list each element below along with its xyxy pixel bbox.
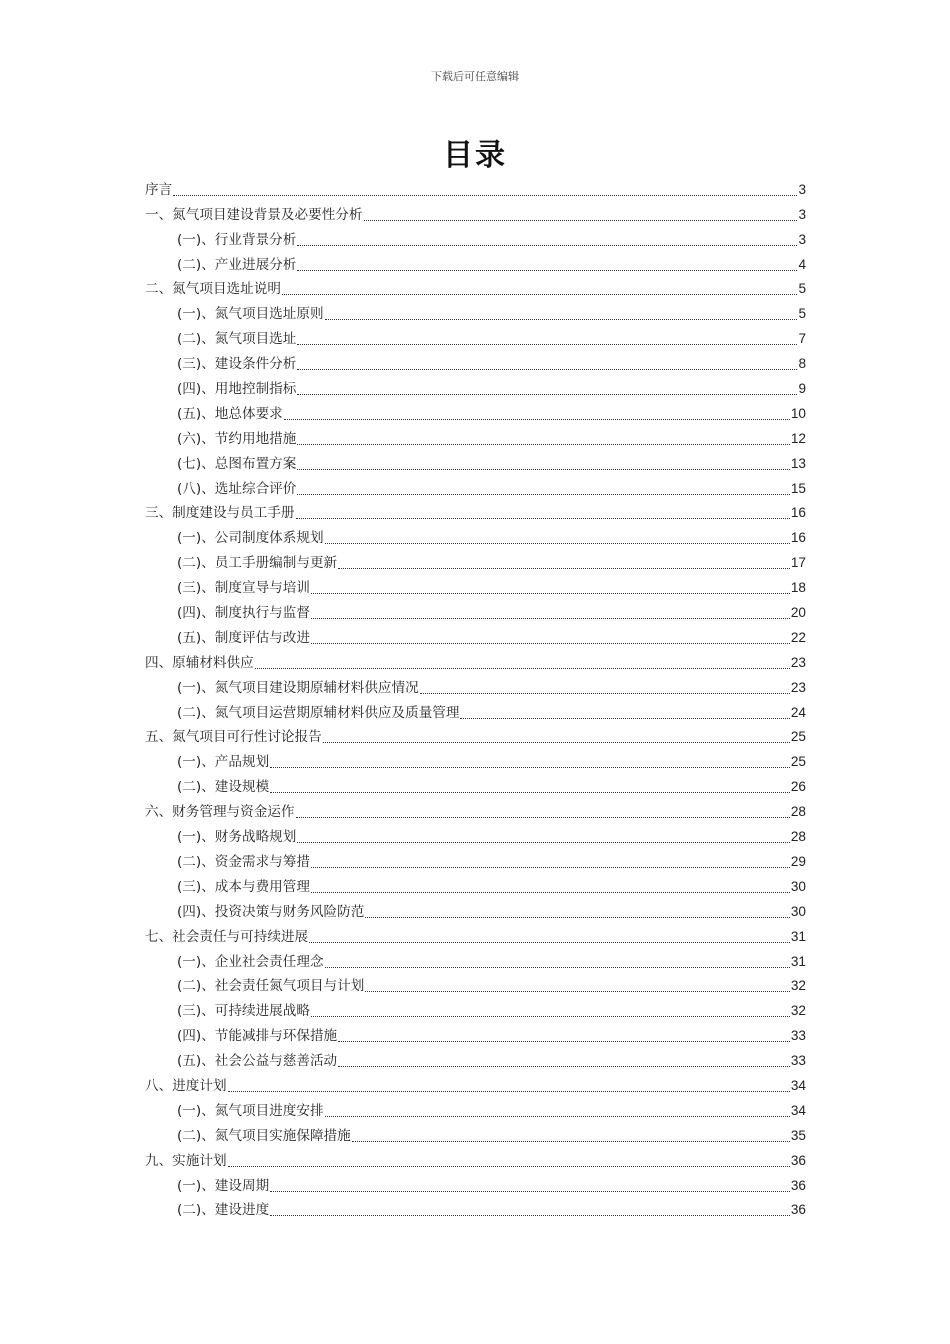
toc-title: 目录: [443, 138, 507, 173]
toc-entry-page: 15: [790, 480, 806, 496]
toc-dot-leader: [311, 1016, 790, 1017]
toc-entry[interactable]: [145, 1046, 806, 1071]
toc-dot-leader: [173, 195, 797, 196]
toc-entry-label: (七)、总图布置方案: [177, 455, 297, 472]
toc-entry-label: (一)、行业背景分析: [177, 231, 297, 248]
toc-entry-page: 5: [798, 306, 806, 322]
toc-entry[interactable]: [145, 897, 806, 922]
toc-entry-label: 四、原辅材料供应: [145, 654, 254, 671]
toc-dot-leader: [338, 568, 790, 569]
toc-entry-label: 九、实施计划: [145, 1152, 227, 1169]
toc-entry-page: 3: [798, 181, 806, 197]
toc-entry-page: 36: [790, 1177, 806, 1193]
toc-entry[interactable]: [145, 972, 806, 997]
toc-entry[interactable]: [145, 673, 806, 698]
toc-entry-page: 10: [790, 405, 806, 421]
toc-entry[interactable]: [145, 1171, 806, 1196]
toc-entry-label: 七、社会责任与可持续进展: [145, 928, 309, 945]
toc-dot-leader: [296, 817, 790, 818]
toc-entry-label: (二)、建设规模: [177, 779, 270, 796]
toc-entry-label: (四)、投资决策与财务风险防范: [177, 903, 365, 920]
toc-dot-leader: [270, 792, 790, 793]
toc-entry-page: 26: [790, 779, 806, 795]
toc-entry-page: 16: [790, 530, 806, 546]
toc-entry-label: (一)、企业社会责任理念: [177, 953, 324, 970]
toc-entry-page: 12: [790, 430, 806, 446]
toc-dot-leader: [311, 867, 790, 868]
toc-entry-page: 31: [790, 953, 806, 969]
toc-entry[interactable]: [145, 200, 806, 225]
toc-dot-leader: [311, 618, 790, 619]
toc-entry-page: 32: [790, 1003, 806, 1019]
toc-entry[interactable]: [145, 872, 806, 897]
toc-entry[interactable]: [145, 1021, 806, 1046]
toc-dot-leader: [297, 469, 790, 470]
toc-dot-leader: [284, 419, 790, 420]
toc-entry-label: 三、制度建设与员工手册: [145, 505, 295, 522]
toc-dot-leader: [297, 344, 797, 345]
toc-entry[interactable]: [145, 772, 806, 797]
toc-entry-page: 23: [790, 679, 806, 695]
toc-entry[interactable]: [145, 399, 806, 424]
toc-dot-leader: [325, 543, 790, 544]
toc-entry-page: 20: [790, 605, 806, 621]
toc-entry[interactable]: [145, 623, 806, 648]
toc-entry-label: (一)、公司制度体系规划: [177, 530, 324, 547]
toc-entry-label: (一)、氮气项目选址原则: [177, 306, 324, 323]
toc-entry-label: 序言: [145, 181, 173, 198]
toc-entry[interactable]: [145, 349, 806, 374]
toc-entry-label: (一)、氮气项目建设期原辅材料供应情况: [177, 679, 419, 696]
toc-entry-label: (三)、成本与费用管理: [177, 878, 310, 895]
toc-dot-leader: [311, 643, 790, 644]
toc-entry-page: 3: [798, 231, 806, 247]
toc-entry[interactable]: [145, 548, 806, 573]
toc-dot-leader: [297, 394, 797, 395]
toc-entry[interactable]: [145, 996, 806, 1021]
toc-dot-leader: [365, 917, 790, 918]
toc-dot-leader: [325, 1116, 790, 1117]
toc-entry[interactable]: [145, 250, 806, 275]
toc-entry-page: 29: [790, 853, 806, 869]
toc-entry-label: 八、进度计划: [145, 1077, 227, 1094]
toc-entry-page: 24: [790, 704, 806, 720]
toc-entry[interactable]: [145, 299, 806, 324]
toc-dot-leader: [325, 967, 790, 968]
toc-dot-leader: [296, 518, 790, 519]
toc-dot-leader: [228, 1166, 790, 1167]
toc-entry-page: 13: [790, 455, 806, 471]
toc-entry[interactable]: [145, 747, 806, 772]
toc-entry-label: (二)、氮气项目实施保障措施: [177, 1127, 351, 1144]
toc-entry-label: (三)、制度宣导与培训: [177, 580, 310, 597]
toc-dot-leader: [311, 593, 790, 594]
toc-entry-label: (一)、建设周期: [177, 1177, 270, 1194]
toc-entry-page: 33: [790, 1028, 806, 1044]
toc-entry-label: (五)、社会公益与慈善活动: [177, 1053, 338, 1070]
toc-entry-label: 五、氮气项目可行性讨论报告: [145, 729, 322, 746]
toc-entry[interactable]: [145, 1146, 806, 1171]
toc-entry-label: (一)、财务战略规划: [177, 829, 297, 846]
toc-entry-page: 35: [790, 1127, 806, 1143]
toc-entry-label: (二)、员工手册编制与更新: [177, 555, 338, 572]
table-of-contents: [145, 175, 806, 1220]
toc-dot-leader: [297, 369, 797, 370]
toc-dot-leader: [460, 718, 789, 719]
toc-entry[interactable]: [145, 225, 806, 250]
toc-dot-leader: [325, 319, 798, 320]
toc-entry[interactable]: [145, 822, 806, 847]
toc-entry[interactable]: [145, 424, 806, 449]
toc-entry-label: 六、财务管理与资金运作: [145, 804, 295, 821]
toc-entry[interactable]: [145, 275, 806, 300]
toc-entry-label: (二)、建设进度: [177, 1202, 270, 1219]
toc-dot-leader: [297, 494, 790, 495]
toc-entry-page: 28: [790, 829, 806, 845]
toc-dot-leader: [297, 842, 790, 843]
toc-entry[interactable]: [145, 1121, 806, 1146]
toc-entry-label: (五)、地总体要求: [177, 405, 283, 422]
toc-dot-leader: [297, 270, 797, 271]
toc-entry-label: 一、氮气项目建设背景及必要性分析: [145, 206, 363, 223]
toc-entry[interactable]: [145, 922, 806, 947]
toc-dot-leader: [297, 245, 797, 246]
toc-entry-page: 17: [790, 555, 806, 571]
header-note: 下载后可任意编辑: [431, 70, 519, 83]
toc-entry-label: (六)、节约用地措施: [177, 430, 297, 447]
toc-entry[interactable]: [145, 1196, 806, 1221]
toc-entry-label: (五)、制度评估与改进: [177, 629, 310, 646]
toc-dot-leader: [420, 693, 790, 694]
toc-entry[interactable]: [145, 449, 806, 474]
toc-entry-page: 5: [798, 281, 806, 297]
toc-dot-leader: [309, 942, 790, 943]
toc-dot-leader: [323, 742, 790, 743]
toc-entry[interactable]: [145, 947, 806, 972]
toc-dot-leader: [228, 1091, 790, 1092]
toc-entry-label: (三)、建设条件分析: [177, 356, 297, 373]
toc-entry[interactable]: [145, 374, 806, 399]
toc-entry[interactable]: [145, 648, 806, 673]
toc-entry-label: (一)、产品规划: [177, 754, 270, 771]
toc-entry[interactable]: [145, 175, 806, 200]
toc-dot-leader: [270, 1191, 790, 1192]
toc-entry-page: 7: [798, 331, 806, 347]
toc-entry[interactable]: [145, 1096, 806, 1121]
toc-entry-page: 23: [790, 654, 806, 670]
toc-entry-page: 30: [790, 903, 806, 919]
toc-dot-leader: [365, 991, 790, 992]
toc-dot-leader: [364, 220, 798, 221]
toc-dot-leader: [311, 892, 790, 893]
toc-entry[interactable]: [145, 573, 806, 598]
toc-entry[interactable]: [145, 1071, 806, 1096]
toc-dot-leader: [282, 294, 798, 295]
toc-entry-page: 33: [790, 1053, 806, 1069]
toc-dot-leader: [270, 767, 790, 768]
toc-entry[interactable]: [145, 698, 806, 723]
toc-entry[interactable]: [145, 324, 806, 349]
toc-entry-page: 4: [798, 256, 806, 272]
toc-entry-label: (二)、产业进展分析: [177, 256, 297, 273]
toc-entry-page: 30: [790, 878, 806, 894]
toc-entry-page: 36: [790, 1152, 806, 1168]
toc-entry-page: 31: [790, 928, 806, 944]
toc-entry-page: 36: [790, 1202, 806, 1218]
toc-entry-label: (二)、氮气项目选址: [177, 331, 297, 348]
toc-entry-page: 3: [798, 206, 806, 222]
toc-entry[interactable]: [145, 723, 806, 748]
toc-dot-leader: [352, 1141, 790, 1142]
toc-dot-leader: [338, 1041, 790, 1042]
toc-entry-page: 25: [790, 729, 806, 745]
toc-dot-leader: [255, 668, 790, 669]
toc-dot-leader: [297, 444, 790, 445]
toc-entry[interactable]: [145, 499, 806, 524]
toc-entry-label: (四)、节能减排与环保措施: [177, 1028, 338, 1045]
toc-entry-label: 二、氮气项目选址说明: [145, 281, 281, 298]
toc-entry-label: (二)、社会责任氮气项目与计划: [177, 978, 365, 995]
toc-entry-label: (四)、制度执行与监督: [177, 605, 310, 622]
toc-entry-page: 9: [798, 381, 806, 397]
toc-dot-leader: [338, 1066, 790, 1067]
toc-entry-page: 32: [790, 978, 806, 994]
toc-entry[interactable]: [145, 474, 806, 499]
toc-entry-label: (四)、用地控制指标: [177, 381, 297, 398]
toc-entry-page: 22: [790, 629, 806, 645]
toc-entry-label: (三)、可持续进展战略: [177, 1003, 310, 1020]
toc-entry[interactable]: [145, 847, 806, 872]
toc-entry[interactable]: [145, 797, 806, 822]
toc-entry-page: 18: [790, 580, 806, 596]
toc-entry[interactable]: [145, 598, 806, 623]
toc-entry-page: 34: [790, 1077, 806, 1093]
toc-entry-label: (二)、氮气项目运营期原辅材料供应及质量管理: [177, 704, 460, 721]
toc-entry[interactable]: [145, 523, 806, 548]
toc-entry-page: 8: [798, 356, 806, 372]
toc-entry-page: 25: [790, 754, 806, 770]
toc-entry-label: (二)、资金需求与筹措: [177, 853, 310, 870]
toc-entry-page: 28: [790, 804, 806, 820]
toc-entry-label: (一)、氮气项目进度安排: [177, 1102, 324, 1119]
toc-entry-label: (八)、选址综合评价: [177, 480, 297, 497]
toc-entry-page: 34: [790, 1102, 806, 1118]
toc-entry-page: 16: [790, 505, 806, 521]
toc-dot-leader: [270, 1215, 790, 1216]
